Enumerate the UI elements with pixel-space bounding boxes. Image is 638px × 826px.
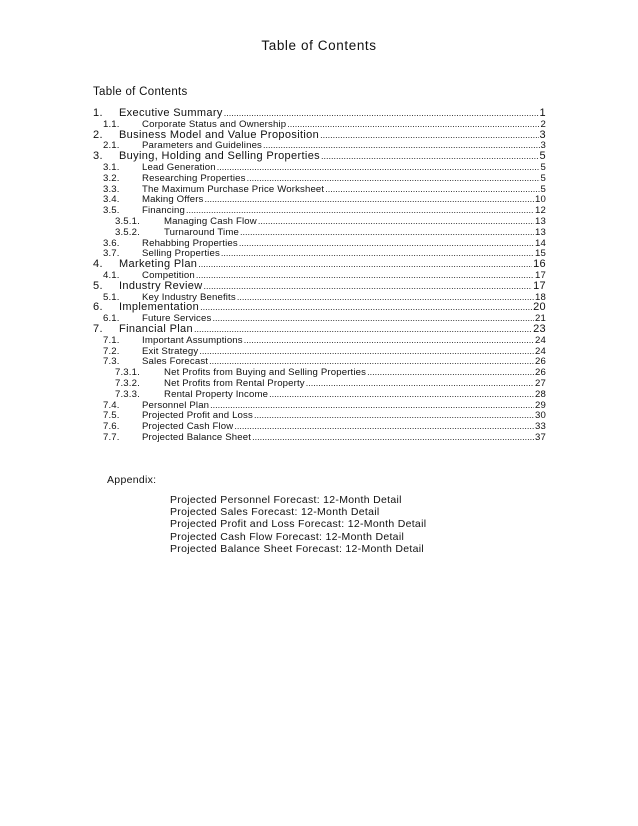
appendix-item: Projected Cash Flow Forecast: 12-Month Detail bbox=[170, 530, 405, 543]
toc-entry[interactable] bbox=[93, 400, 546, 411]
toc-entry-page-number: 26 bbox=[535, 356, 546, 368]
toc-entry-page-number: 28 bbox=[535, 388, 546, 400]
toc-entry-label: Managing Cash Flow bbox=[164, 215, 257, 227]
toc-entry[interactable] bbox=[93, 184, 546, 195]
toc-entry-page-number: 3 bbox=[540, 140, 546, 152]
toc-entry-page-number: 5 bbox=[540, 161, 546, 173]
toc-entry[interactable] bbox=[93, 378, 546, 389]
toc-entry-number: 3.7. bbox=[103, 248, 120, 260]
toc-entry-number: 3.5.2. bbox=[115, 226, 140, 238]
toc-entry-label: Corporate Status and Ownership bbox=[142, 118, 287, 130]
toc-entry-label: Competition bbox=[142, 269, 195, 281]
toc-entry-number: 2.1. bbox=[103, 140, 120, 152]
toc-entry[interactable] bbox=[93, 238, 546, 249]
toc-entry-page-number: 30 bbox=[535, 410, 546, 422]
toc-entry-page-number: 24 bbox=[535, 345, 546, 357]
toc-entry-number: 6.1. bbox=[103, 313, 120, 324]
toc-entry-number: 1. bbox=[93, 108, 103, 119]
toc-entry-page-number: 2 bbox=[540, 118, 546, 130]
toc-entry-page-number: 29 bbox=[535, 399, 546, 411]
toc-entry[interactable] bbox=[93, 367, 546, 378]
appendix-item: Projected Balance Sheet Forecast: 12-Month Detail bbox=[170, 542, 424, 555]
toc-entry-number: 3.5.1. bbox=[115, 215, 140, 227]
toc-entry-label: Future Services bbox=[142, 313, 212, 324]
toc-entry-label: Parameters and Guidelines bbox=[142, 140, 263, 152]
toc-entry-label: Rehabbing Properties bbox=[142, 237, 238, 249]
toc-entry[interactable] bbox=[93, 130, 546, 141]
toc-entry-page-number: 12 bbox=[535, 205, 546, 216]
toc-entry-number: 2. bbox=[93, 129, 103, 141]
toc-entry-page-number: 14 bbox=[535, 237, 546, 249]
toc-entry[interactable] bbox=[93, 270, 546, 281]
toc-entry-page-number: 13 bbox=[535, 226, 546, 238]
toc-entry-page-number: 5 bbox=[539, 151, 546, 162]
toc-entry-label: Turnaround Time bbox=[164, 226, 239, 238]
toc-dot-leader bbox=[200, 302, 532, 313]
toc-entry-label: Projected Balance Sheet bbox=[142, 431, 252, 443]
toc-dot-leader bbox=[196, 270, 534, 281]
toc-entry-page-number: 26 bbox=[535, 367, 546, 378]
toc-entry-label: Projected Cash Flow bbox=[142, 421, 234, 432]
toc-entry[interactable] bbox=[93, 108, 546, 119]
toc-entry-number: 3. bbox=[93, 151, 103, 162]
toc-entry-number: 7.3.1. bbox=[115, 367, 140, 378]
toc-entry-page-number: 10 bbox=[535, 194, 546, 206]
appendix-list bbox=[170, 494, 426, 555]
toc-entry-page-number: 27 bbox=[535, 377, 546, 389]
toc-entry[interactable] bbox=[93, 421, 546, 432]
toc-entry-number: 3.5. bbox=[103, 205, 120, 216]
toc-dot-leader bbox=[321, 151, 539, 162]
toc-entry-number: 7.2. bbox=[103, 345, 120, 357]
toc-entry-label: Net Profits from Rental Property bbox=[164, 377, 305, 389]
toc-entry-label: Lead Generation bbox=[142, 161, 216, 173]
toc-dot-leader bbox=[269, 389, 534, 400]
toc-entry-page-number: 20 bbox=[533, 302, 546, 314]
toc-entry[interactable] bbox=[93, 119, 546, 130]
toc-entry-number: 1.1. bbox=[103, 118, 120, 130]
toc-entry-number: 7.1. bbox=[103, 334, 120, 346]
toc-entry-label: Personnel Plan bbox=[142, 399, 210, 411]
toc-dot-leader bbox=[186, 205, 534, 216]
toc-dot-leader bbox=[198, 259, 532, 270]
toc-entry-number: 4. bbox=[93, 259, 103, 270]
toc-dot-leader bbox=[320, 130, 538, 141]
toc-entry-page-number: 15 bbox=[535, 248, 546, 260]
toc-entry-page-number: 5 bbox=[540, 172, 546, 184]
toc-entry[interactable] bbox=[93, 410, 546, 421]
toc-entry[interactable] bbox=[93, 151, 546, 162]
toc-entry-number: 4.1. bbox=[103, 269, 120, 281]
toc-dot-leader bbox=[204, 281, 533, 292]
toc-dot-leader bbox=[210, 400, 534, 411]
toc-entry-label: Making Offers bbox=[142, 194, 204, 206]
toc-entry[interactable] bbox=[93, 162, 546, 173]
toc-entry[interactable] bbox=[93, 335, 546, 346]
toc-entry-page-number: 17 bbox=[533, 280, 546, 292]
toc-entry[interactable] bbox=[93, 389, 546, 400]
toc-dot-leader bbox=[205, 194, 535, 205]
toc-entry-page-number: 33 bbox=[535, 421, 546, 432]
toc-entry-number: 3.6. bbox=[103, 237, 120, 249]
toc-heading: Table of Contents bbox=[93, 86, 188, 98]
toc-entry[interactable] bbox=[93, 432, 546, 443]
toc-dot-leader bbox=[234, 421, 534, 432]
toc-dot-leader bbox=[240, 227, 534, 238]
appendix-item: Projected Sales Forecast: 12-Month Detail bbox=[170, 506, 380, 519]
toc-entry-number: 7.3.2. bbox=[115, 377, 140, 389]
toc-entry-label: Financial Plan bbox=[119, 323, 193, 335]
toc-dot-leader bbox=[217, 162, 540, 173]
toc-dot-leader bbox=[263, 140, 539, 151]
toc-dot-leader bbox=[306, 378, 534, 389]
toc-entry[interactable] bbox=[93, 173, 546, 184]
toc-entry-number: 3.2. bbox=[103, 172, 120, 184]
toc-entry-label: Key Industry Benefits bbox=[142, 291, 236, 303]
toc-entry-page-number: 3 bbox=[539, 129, 546, 141]
toc-entry-label: Rental Property Income bbox=[164, 388, 269, 400]
toc-entry-label: Exit Strategy bbox=[142, 345, 199, 357]
toc-dot-leader bbox=[325, 184, 539, 195]
toc-entry-page-number: 23 bbox=[533, 323, 546, 335]
toc-entry-label: Implementation bbox=[119, 302, 200, 314]
appendix-item: Projected Profit and Loss Forecast: 12-Month Detail bbox=[170, 518, 427, 531]
toc-entry[interactable] bbox=[93, 259, 546, 270]
toc-dot-leader bbox=[258, 216, 534, 227]
toc-entry[interactable] bbox=[93, 292, 546, 303]
toc-entry[interactable] bbox=[93, 227, 546, 238]
toc-entry-number: 7.6. bbox=[103, 421, 120, 432]
toc-entry-number: 7.5. bbox=[103, 410, 120, 422]
toc-entry[interactable] bbox=[93, 302, 546, 313]
toc-entry-number: 6. bbox=[93, 302, 103, 314]
toc-entry-label: Financing bbox=[142, 205, 185, 216]
toc-dot-leader bbox=[254, 410, 534, 421]
table-of-contents bbox=[93, 108, 546, 443]
toc-dot-leader bbox=[212, 313, 534, 324]
toc-entry[interactable] bbox=[93, 216, 546, 227]
toc-entry-label: Marketing Plan bbox=[119, 259, 198, 270]
toc-entry-number: 3.3. bbox=[103, 183, 120, 195]
toc-entry-page-number: 16 bbox=[533, 259, 546, 270]
toc-entry-label: Researching Properties bbox=[142, 172, 246, 184]
toc-entry[interactable] bbox=[93, 248, 546, 259]
page-title: Table of Contents bbox=[261, 38, 377, 53]
toc-entry-label: Selling Properties bbox=[142, 248, 220, 260]
toc-entry-label: Net Profits from Buying and Selling Properties bbox=[164, 367, 367, 378]
toc-entry-page-number: 17 bbox=[535, 269, 546, 281]
toc-dot-leader bbox=[194, 324, 532, 335]
toc-dot-leader bbox=[244, 335, 534, 346]
toc-entry[interactable] bbox=[93, 140, 546, 151]
toc-dot-leader bbox=[287, 119, 539, 130]
toc-entry-page-number: 18 bbox=[535, 291, 546, 303]
toc-dot-leader bbox=[221, 248, 534, 259]
appendix-item: Projected Personnel Forecast: 12-Month Detail bbox=[170, 494, 402, 506]
toc-entry-label: Sales Forecast bbox=[142, 356, 209, 368]
toc-entry[interactable] bbox=[93, 324, 546, 335]
toc-entry-number: 3.1. bbox=[103, 161, 120, 173]
toc-entry[interactable] bbox=[93, 346, 546, 357]
toc-entry-number: 7. bbox=[93, 323, 103, 335]
toc-entry-page-number: 21 bbox=[535, 313, 546, 324]
toc-entry[interactable] bbox=[93, 313, 546, 324]
toc-dot-leader bbox=[239, 238, 534, 249]
toc-entry[interactable] bbox=[93, 356, 546, 367]
toc-entry-page-number: 37 bbox=[535, 431, 546, 443]
toc-dot-leader bbox=[209, 356, 534, 367]
toc-entry-label: Buying, Holding and Selling Properties bbox=[119, 151, 321, 162]
toc-dot-leader bbox=[367, 367, 534, 378]
toc-entry-number: 5.1. bbox=[103, 291, 120, 303]
toc-entry-label: Important Assumptions bbox=[142, 334, 243, 346]
toc-entry-label: Industry Review bbox=[119, 280, 203, 292]
toc-entry-page-number: 5 bbox=[540, 183, 546, 195]
toc-entry-label: Executive Summary bbox=[119, 108, 223, 119]
toc-entry-number: 7.7. bbox=[103, 431, 120, 443]
toc-dot-leader bbox=[247, 173, 540, 184]
toc-dot-leader bbox=[199, 346, 534, 357]
toc-entry-number: 7.3.3. bbox=[115, 388, 140, 400]
toc-entry-number: 5. bbox=[93, 280, 103, 292]
toc-entry[interactable] bbox=[93, 194, 546, 205]
toc-dot-leader bbox=[224, 108, 539, 119]
toc-entry[interactable] bbox=[93, 205, 546, 216]
toc-entry-label: Projected Profit and Loss bbox=[142, 410, 253, 422]
toc-entry-label: The Maximum Purchase Price Worksheet bbox=[142, 183, 325, 195]
toc-entry-page-number: 24 bbox=[535, 334, 546, 346]
toc-entry-page-number: 1 bbox=[539, 108, 546, 119]
toc-entry-label: Business Model and Value Proposition bbox=[119, 129, 320, 141]
toc-entry-page-number: 13 bbox=[535, 215, 546, 227]
toc-dot-leader bbox=[237, 292, 534, 303]
toc-entry-number: 7.3. bbox=[103, 356, 120, 368]
toc-dot-leader bbox=[252, 432, 534, 443]
toc-entry-number: 7.4. bbox=[103, 399, 120, 411]
toc-entry[interactable] bbox=[93, 281, 546, 292]
toc-entry-number: 3.4. bbox=[103, 194, 120, 206]
appendix-heading: Appendix: bbox=[107, 474, 157, 486]
